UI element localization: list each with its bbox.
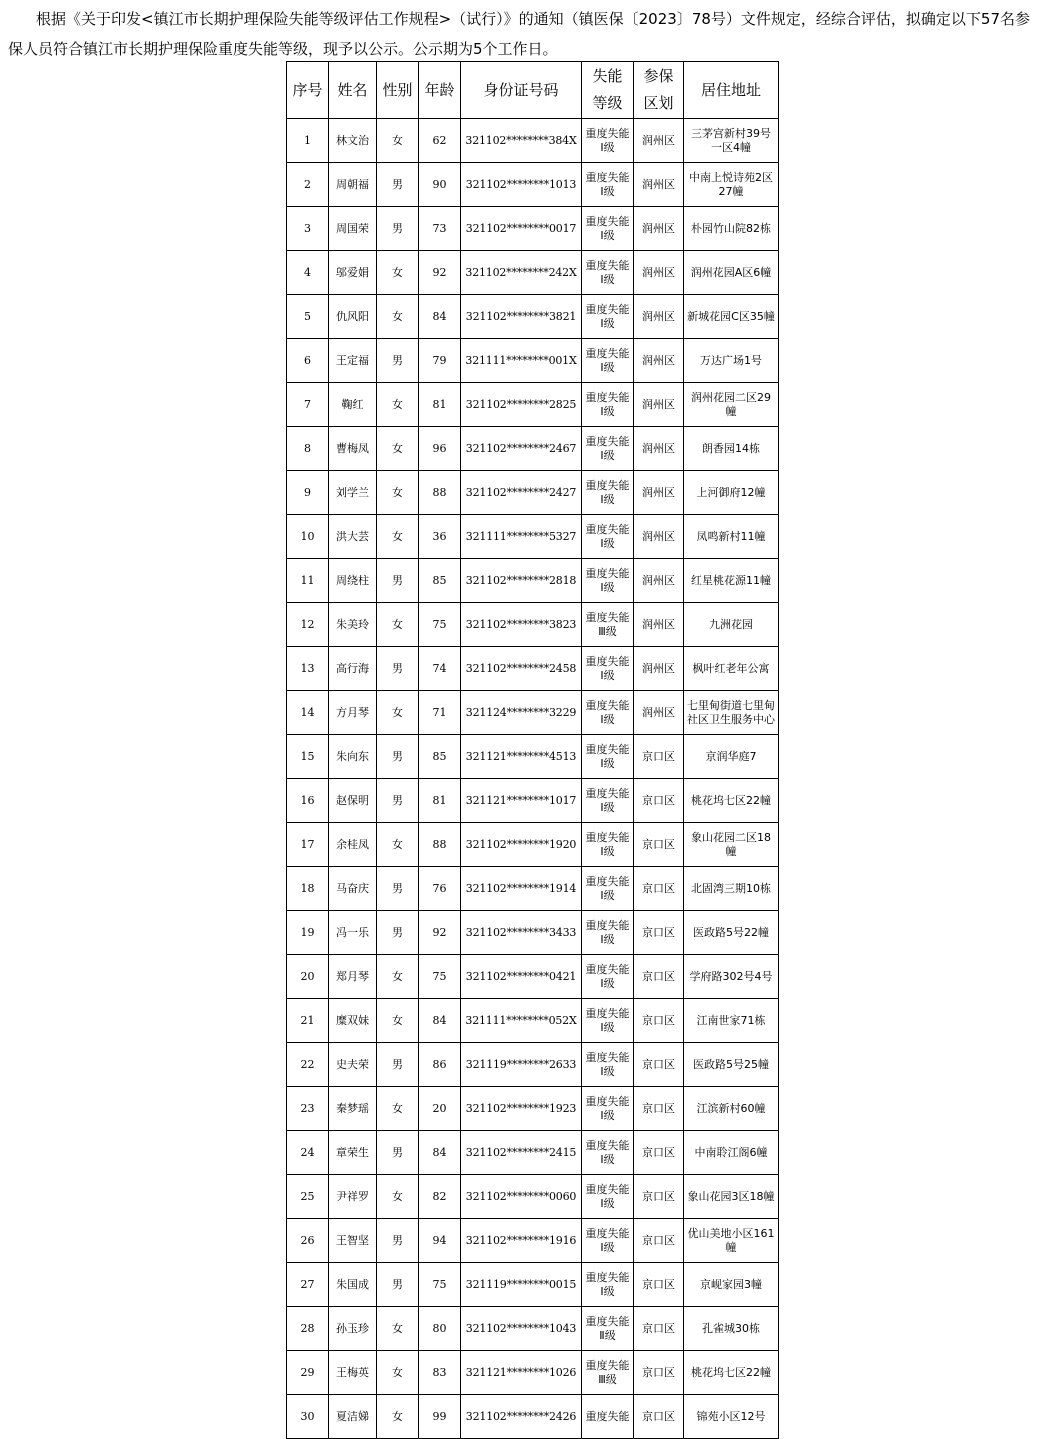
cell-age: 82 (419, 1175, 461, 1219)
cell-gender: 男 (377, 163, 419, 207)
cell-gender: 女 (377, 1395, 419, 1439)
header-name: 姓名 (329, 62, 377, 119)
cell-age: 62 (419, 119, 461, 163)
cell-address: 枫叶红老年公寓 (684, 647, 779, 691)
table-row (287, 955, 779, 999)
cell-index: 5 (287, 295, 329, 339)
cell-address: 优山美地小区161幢 (684, 1219, 779, 1263)
cell-address: 京润华庭7 (684, 735, 779, 779)
cell-id-number: 321119********0015 (461, 1263, 582, 1307)
table-row (287, 1043, 779, 1087)
cell-age: 20 (419, 1087, 461, 1131)
header-gender: 性别 (377, 62, 419, 119)
cell-gender: 女 (377, 383, 419, 427)
table-row (287, 1175, 779, 1219)
table-row (287, 735, 779, 779)
table-row (287, 911, 779, 955)
cell-index: 20 (287, 955, 329, 999)
cell-gender: 女 (377, 603, 419, 647)
cell-name: 冯一乐 (329, 911, 377, 955)
table-row (287, 1219, 779, 1263)
cell-gender: 男 (377, 867, 419, 911)
cell-id-number: 321102********3433 (461, 911, 582, 955)
table-row (287, 515, 779, 559)
cell-district: 京口区 (634, 735, 684, 779)
cell-level: 重度失能Ⅰ级 (582, 383, 634, 427)
cell-age: 74 (419, 647, 461, 691)
cell-gender: 男 (377, 735, 419, 779)
cell-level: 重度失能Ⅰ级 (582, 735, 634, 779)
cell-age: 99 (419, 1395, 461, 1439)
cell-name: 仇风阳 (329, 295, 377, 339)
cell-name: 周朝福 (329, 163, 377, 207)
cell-address: 朴园竹山院82栋 (684, 207, 779, 251)
header-level-line2: 等级 (592, 94, 623, 112)
header-level (582, 62, 634, 119)
cell-id-number: 321102********1916 (461, 1219, 582, 1263)
cell-level: 重度失能Ⅰ级 (582, 867, 634, 911)
cell-level: 重度失能Ⅰ级 (582, 647, 634, 691)
cell-index: 4 (287, 251, 329, 295)
cell-district: 润州区 (634, 471, 684, 515)
cell-age: 83 (419, 1351, 461, 1395)
assessment-table (286, 61, 779, 1439)
cell-gender: 男 (377, 911, 419, 955)
cell-id-number: 321102********242X (461, 251, 582, 295)
cell-district: 京口区 (634, 779, 684, 823)
cell-district: 润州区 (634, 427, 684, 471)
header-district-line2: 区划 (643, 94, 674, 112)
cell-age: 84 (419, 999, 461, 1043)
cell-index: 25 (287, 1175, 329, 1219)
cell-address: 江滨新村60幢 (684, 1087, 779, 1131)
cell-age: 80 (419, 1307, 461, 1351)
header-age: 年龄 (419, 62, 461, 119)
cell-gender: 女 (377, 1351, 419, 1395)
cell-index: 13 (287, 647, 329, 691)
cell-gender: 男 (377, 1263, 419, 1307)
cell-gender: 男 (377, 559, 419, 603)
cell-id-number: 321102********2825 (461, 383, 582, 427)
cell-name: 孙玉珍 (329, 1307, 377, 1351)
cell-address: 锦苑小区12号 (684, 1395, 779, 1439)
cell-gender: 女 (377, 471, 419, 515)
assessment-table-container (286, 61, 778, 1439)
cell-gender: 女 (377, 955, 419, 999)
cell-gender: 女 (377, 119, 419, 163)
cell-gender: 女 (377, 823, 419, 867)
cell-name: 史夫荣 (329, 1043, 377, 1087)
cell-level: 重度失能Ⅲ级 (582, 603, 634, 647)
cell-address: 象山花园3区18幢 (684, 1175, 779, 1219)
cell-index: 21 (287, 999, 329, 1043)
cell-index: 11 (287, 559, 329, 603)
table-row (287, 603, 779, 647)
cell-name: 夏洁娣 (329, 1395, 377, 1439)
cell-age: 79 (419, 339, 461, 383)
cell-age: 81 (419, 779, 461, 823)
cell-gender: 女 (377, 295, 419, 339)
cell-level: 重度失能Ⅰ级 (582, 119, 634, 163)
table-row (287, 1351, 779, 1395)
cell-name: 余桂凤 (329, 823, 377, 867)
cell-name: 鞠红 (329, 383, 377, 427)
cell-age: 88 (419, 823, 461, 867)
cell-district: 润州区 (634, 383, 684, 427)
cell-name: 秦梦瑶 (329, 1087, 377, 1131)
cell-district: 润州区 (634, 119, 684, 163)
cell-district: 润州区 (634, 647, 684, 691)
cell-index: 19 (287, 911, 329, 955)
table-row (287, 251, 779, 295)
cell-address: 中南聆江阁6幢 (684, 1131, 779, 1175)
cell-address: 三茅宫新村39号一区4幢 (684, 119, 779, 163)
cell-index: 3 (287, 207, 329, 251)
cell-level: 重度失能Ⅰ级 (582, 471, 634, 515)
cell-id-number: 321102********2458 (461, 647, 582, 691)
cell-age: 92 (419, 911, 461, 955)
cell-name: 赵保明 (329, 779, 377, 823)
cell-gender: 女 (377, 515, 419, 559)
table-row (287, 427, 779, 471)
cell-age: 84 (419, 1131, 461, 1175)
cell-district: 京口区 (634, 1175, 684, 1219)
cell-level: 重度失能Ⅰ级 (582, 1219, 634, 1263)
cell-age: 85 (419, 735, 461, 779)
table-body (287, 119, 779, 1439)
cell-id-number: 321102********1043 (461, 1307, 582, 1351)
cell-district: 润州区 (634, 603, 684, 647)
cell-address: 桃花坞七区22幢 (684, 779, 779, 823)
cell-district: 京口区 (634, 1219, 684, 1263)
cell-address: 北固湾三期10栋 (684, 867, 779, 911)
cell-level: 重度失能Ⅰ级 (582, 1087, 634, 1131)
cell-address: 新城花园C区35幢 (684, 295, 779, 339)
cell-address: 桃花坞七区22幢 (684, 1351, 779, 1395)
cell-name: 马奋庆 (329, 867, 377, 911)
cell-id-number: 321102********1923 (461, 1087, 582, 1131)
cell-level: 重度失能Ⅰ级 (582, 515, 634, 559)
table-row (287, 207, 779, 251)
table-row (287, 779, 779, 823)
cell-age: 88 (419, 471, 461, 515)
cell-district: 京口区 (634, 1043, 684, 1087)
table-row (287, 471, 779, 515)
cell-level: 重度失能Ⅰ级 (582, 999, 634, 1043)
cell-index: 26 (287, 1219, 329, 1263)
cell-index: 2 (287, 163, 329, 207)
cell-id-number: 321102********2467 (461, 427, 582, 471)
cell-address: 万达广场1号 (684, 339, 779, 383)
cell-gender: 女 (377, 1307, 419, 1351)
cell-name: 高行海 (329, 647, 377, 691)
cell-index: 15 (287, 735, 329, 779)
cell-district: 京口区 (634, 955, 684, 999)
notice-intro: 根据《关于印发<镇江市长期护理保险失能等级评估工作规程>（试行）》的通知（镇医保〔2023〕78号）文件规定，经综合评估，拟确定以下57名参保人员符合镇江市长期护理保险重度失能等级，现予以公示。公示期为5个工作日。 (8, 10, 1030, 58)
cell-level: 重度失能Ⅰ级 (582, 427, 634, 471)
cell-id-number: 321102********2426 (461, 1395, 582, 1439)
table-row (287, 1087, 779, 1131)
cell-id-number: 321121********1017 (461, 779, 582, 823)
cell-id-number: 321102********1914 (461, 867, 582, 911)
cell-address: 学府路302号4号 (684, 955, 779, 999)
cell-district: 京口区 (634, 823, 684, 867)
cell-level: 重度失能Ⅰ级 (582, 207, 634, 251)
cell-level: 重度失能Ⅱ级 (582, 1307, 634, 1351)
cell-district: 润州区 (634, 207, 684, 251)
table-row (287, 383, 779, 427)
table-row (287, 559, 779, 603)
table-row (287, 1131, 779, 1175)
header-level-line1: 失能 (592, 67, 623, 85)
cell-level: 重度失能Ⅰ级 (582, 779, 634, 823)
cell-index: 24 (287, 1131, 329, 1175)
cell-address: 江南世家71栋 (684, 999, 779, 1043)
cell-index: 28 (287, 1307, 329, 1351)
cell-name: 林文治 (329, 119, 377, 163)
cell-name: 朱国成 (329, 1263, 377, 1307)
cell-name: 洪大芸 (329, 515, 377, 559)
cell-index: 17 (287, 823, 329, 867)
cell-id-number: 321102********1013 (461, 163, 582, 207)
cell-address: 上河御府12幢 (684, 471, 779, 515)
cell-name: 糜双妹 (329, 999, 377, 1043)
cell-name: 王智坚 (329, 1219, 377, 1263)
cell-gender: 男 (377, 1131, 419, 1175)
cell-address: 朗香园14栋 (684, 427, 779, 471)
cell-level: 重度失能 (582, 1395, 634, 1439)
table-header-row (287, 62, 779, 119)
cell-address: 九洲花园 (684, 603, 779, 647)
cell-level: 重度失能Ⅲ级 (582, 1351, 634, 1395)
cell-id-number: 321102********3821 (461, 295, 582, 339)
cell-age: 75 (419, 1263, 461, 1307)
table-row (287, 691, 779, 735)
cell-district: 京口区 (634, 1131, 684, 1175)
cell-level: 重度失能Ⅰ级 (582, 1131, 634, 1175)
cell-id-number: 321121********4513 (461, 735, 582, 779)
cell-index: 10 (287, 515, 329, 559)
cell-id-number: 321102********2415 (461, 1131, 582, 1175)
cell-level: 重度失能Ⅰ级 (582, 691, 634, 735)
cell-address: 润州花园二区29幢 (684, 383, 779, 427)
cell-level: 重度失能Ⅰ级 (582, 295, 634, 339)
cell-id-number: 321111********052X (461, 999, 582, 1043)
header-district-line1: 参保 (643, 67, 674, 85)
cell-index: 14 (287, 691, 329, 735)
cell-age: 90 (419, 163, 461, 207)
table-row (287, 339, 779, 383)
cell-age: 73 (419, 207, 461, 251)
table-row (287, 1307, 779, 1351)
cell-level: 重度失能Ⅰ级 (582, 339, 634, 383)
cell-name: 周绕柱 (329, 559, 377, 603)
cell-gender: 女 (377, 251, 419, 295)
cell-index: 8 (287, 427, 329, 471)
cell-name: 刘学兰 (329, 471, 377, 515)
cell-name: 朱美玲 (329, 603, 377, 647)
cell-name: 王梅英 (329, 1351, 377, 1395)
cell-name: 尹祥罗 (329, 1175, 377, 1219)
cell-gender: 女 (377, 1087, 419, 1131)
cell-index: 16 (287, 779, 329, 823)
cell-index: 18 (287, 867, 329, 911)
cell-age: 94 (419, 1219, 461, 1263)
cell-id-number: 321102********2818 (461, 559, 582, 603)
table-row (287, 119, 779, 163)
cell-district: 润州区 (634, 515, 684, 559)
table-row (287, 823, 779, 867)
cell-gender: 女 (377, 1175, 419, 1219)
cell-gender: 男 (377, 207, 419, 251)
cell-name: 朱向东 (329, 735, 377, 779)
header-index: 序号 (287, 62, 329, 119)
table-row (287, 867, 779, 911)
cell-gender: 男 (377, 339, 419, 383)
cell-address: 凤鸣新村11幢 (684, 515, 779, 559)
cell-id-number: 321102********3823 (461, 603, 582, 647)
cell-gender: 女 (377, 427, 419, 471)
cell-address: 医政路5号22幢 (684, 911, 779, 955)
cell-district: 润州区 (634, 251, 684, 295)
cell-age: 85 (419, 559, 461, 603)
cell-name: 郑月琴 (329, 955, 377, 999)
cell-address: 京岘家园3幢 (684, 1263, 779, 1307)
cell-name: 王定福 (329, 339, 377, 383)
cell-district: 润州区 (634, 163, 684, 207)
cell-index: 9 (287, 471, 329, 515)
table-row (287, 163, 779, 207)
cell-level: 重度失能Ⅰ级 (582, 251, 634, 295)
cell-level: 重度失能Ⅰ级 (582, 1175, 634, 1219)
cell-district: 润州区 (634, 691, 684, 735)
cell-index: 30 (287, 1395, 329, 1439)
cell-index: 22 (287, 1043, 329, 1087)
cell-id-number: 321102********2427 (461, 471, 582, 515)
cell-id-number: 321124********3229 (461, 691, 582, 735)
cell-age: 96 (419, 427, 461, 471)
table-row (287, 1263, 779, 1307)
cell-gender: 男 (377, 779, 419, 823)
cell-id-number: 321111********001X (461, 339, 582, 383)
table-row (287, 295, 779, 339)
cell-district: 京口区 (634, 1351, 684, 1395)
cell-level: 重度失能Ⅰ级 (582, 163, 634, 207)
header-id-number: 身份证号码 (461, 62, 582, 119)
cell-gender: 女 (377, 691, 419, 735)
cell-district: 京口区 (634, 1307, 684, 1351)
cell-district: 京口区 (634, 1263, 684, 1307)
cell-address: 象山花园二区18幢 (684, 823, 779, 867)
cell-district: 京口区 (634, 999, 684, 1043)
cell-level: 重度失能Ⅰ级 (582, 911, 634, 955)
cell-index: 29 (287, 1351, 329, 1395)
cell-gender: 男 (377, 647, 419, 691)
cell-id-number: 321102********0421 (461, 955, 582, 999)
cell-index: 12 (287, 603, 329, 647)
cell-district: 润州区 (634, 295, 684, 339)
cell-id-number: 321102********384X (461, 119, 582, 163)
cell-name: 邬爱娟 (329, 251, 377, 295)
cell-district: 京口区 (634, 1087, 684, 1131)
cell-gender: 女 (377, 999, 419, 1043)
cell-district: 京口区 (634, 1395, 684, 1439)
cell-level: 重度失能Ⅰ级 (582, 823, 634, 867)
cell-address: 医政路5号25幢 (684, 1043, 779, 1087)
cell-address: 中南上悦诗苑2区27幢 (684, 163, 779, 207)
cell-id-number: 321102********0017 (461, 207, 582, 251)
cell-age: 75 (419, 955, 461, 999)
cell-address: 红星桃花源11幢 (684, 559, 779, 603)
cell-age: 36 (419, 515, 461, 559)
cell-index: 7 (287, 383, 329, 427)
cell-address: 七里甸街道七里甸社区卫生服务中心 (684, 691, 779, 735)
cell-age: 84 (419, 295, 461, 339)
cell-index: 6 (287, 339, 329, 383)
cell-id-number: 321111********5327 (461, 515, 582, 559)
cell-id-number: 321102********0060 (461, 1175, 582, 1219)
cell-gender: 男 (377, 1219, 419, 1263)
cell-age: 81 (419, 383, 461, 427)
cell-id-number: 321102********1920 (461, 823, 582, 867)
cell-gender: 男 (377, 1043, 419, 1087)
cell-id-number: 321121********1026 (461, 1351, 582, 1395)
cell-age: 75 (419, 603, 461, 647)
cell-id-number: 321119********2633 (461, 1043, 582, 1087)
cell-age: 92 (419, 251, 461, 295)
cell-district: 京口区 (634, 911, 684, 955)
table-row (287, 647, 779, 691)
cell-address: 孔雀城30栋 (684, 1307, 779, 1351)
table-row (287, 999, 779, 1043)
cell-level: 重度失能Ⅰ级 (582, 955, 634, 999)
cell-index: 1 (287, 119, 329, 163)
cell-index: 27 (287, 1263, 329, 1307)
cell-level: 重度失能Ⅰ级 (582, 1263, 634, 1307)
cell-level: 重度失能Ⅰ级 (582, 559, 634, 603)
cell-name: 章荣生 (329, 1131, 377, 1175)
cell-district: 润州区 (634, 559, 684, 603)
header-address: 居住地址 (684, 62, 779, 119)
cell-level: 重度失能Ⅰ级 (582, 1043, 634, 1087)
cell-name: 曹梅凤 (329, 427, 377, 471)
cell-index: 23 (287, 1087, 329, 1131)
cell-name: 方月琴 (329, 691, 377, 735)
cell-name: 周国荣 (329, 207, 377, 251)
cell-age: 86 (419, 1043, 461, 1087)
cell-district: 润州区 (634, 339, 684, 383)
cell-address: 润州花园A区6幢 (684, 251, 779, 295)
cell-district: 京口区 (634, 867, 684, 911)
header-district (634, 62, 684, 119)
cell-age: 71 (419, 691, 461, 735)
cell-age: 76 (419, 867, 461, 911)
